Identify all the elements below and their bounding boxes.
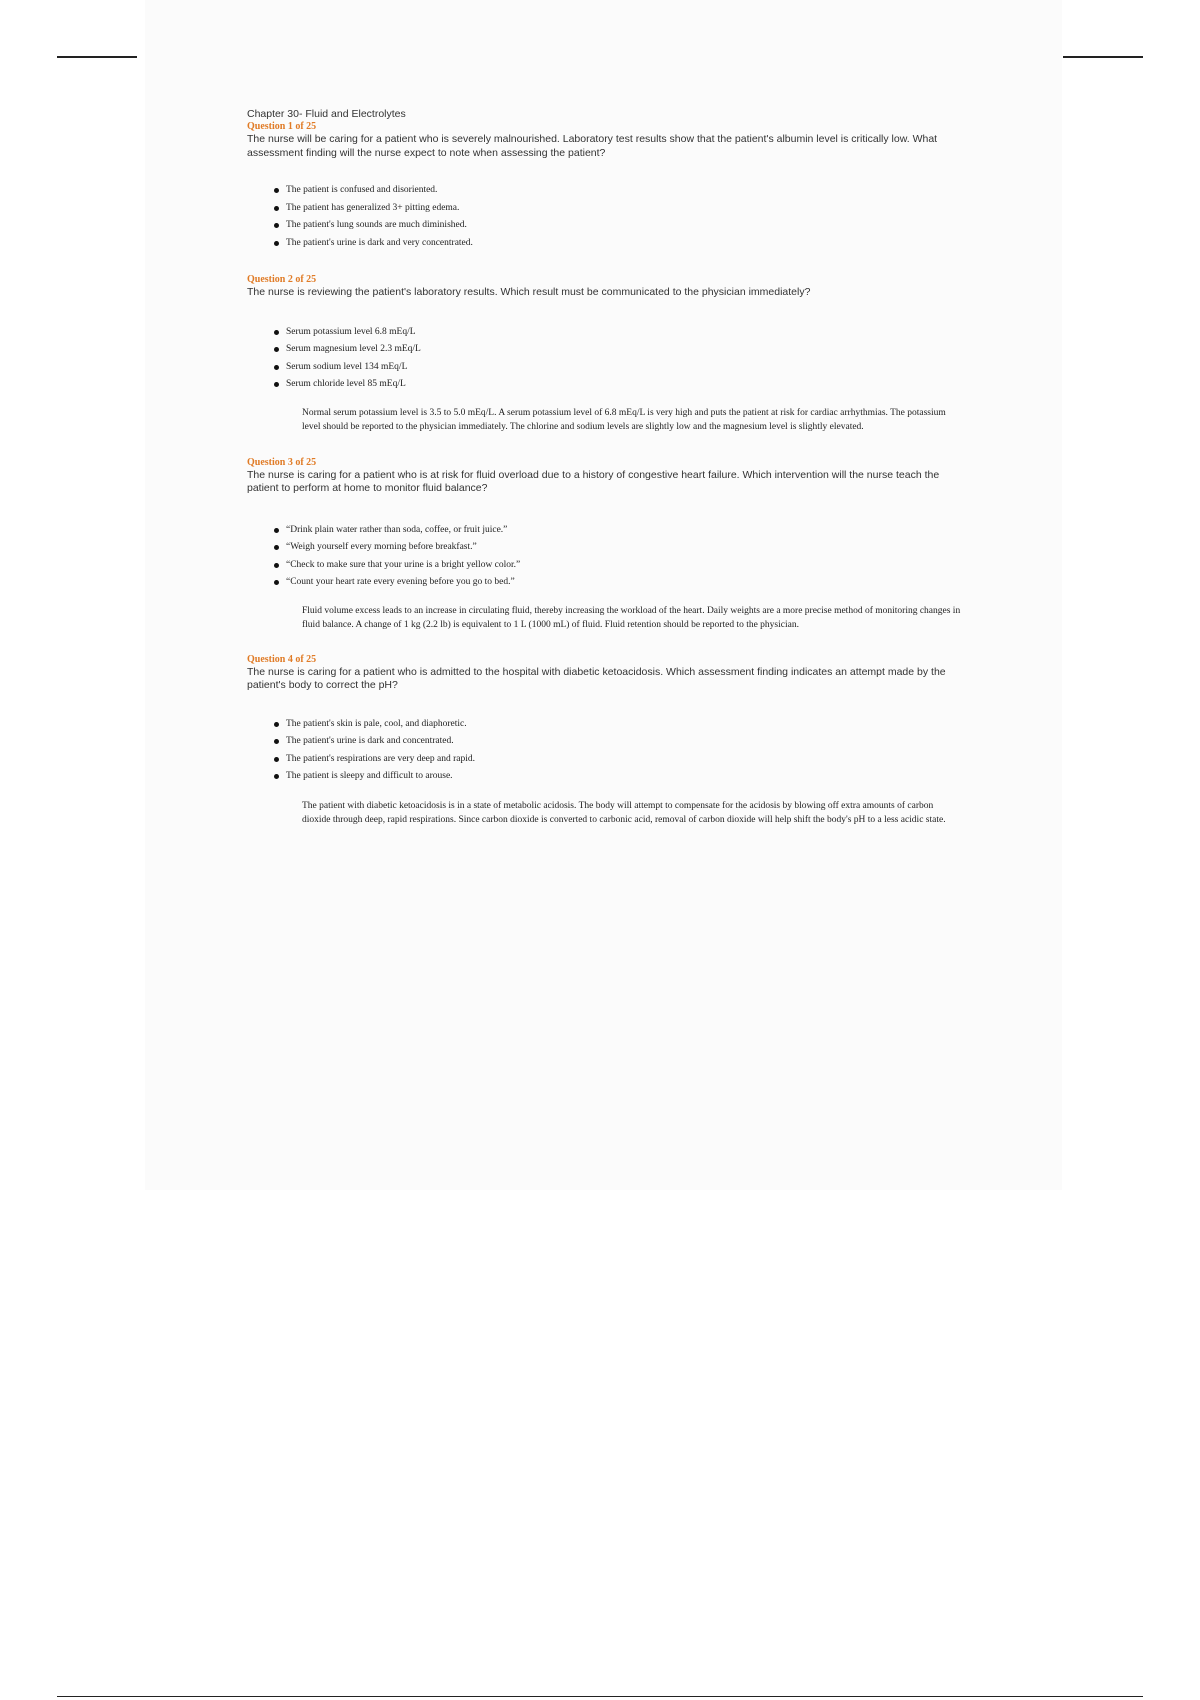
answer-option (274, 324, 957, 342)
question-3 (247, 456, 961, 633)
bullet-icon (274, 774, 279, 779)
answer-option-text: “Weigh yourself every morning before breakfast.” (286, 542, 477, 552)
bullet-icon (274, 188, 279, 193)
answer-option-text: The patient's lung sounds are much diminished. (286, 220, 467, 230)
question-heading: Question 3 of 25 (247, 456, 317, 468)
answer-option (274, 733, 957, 751)
answer-options (247, 182, 957, 252)
bullet-icon (274, 580, 279, 585)
top-left-rule (57, 56, 137, 58)
question-heading: Question 2 of 25 (247, 274, 317, 285)
question-stem: The nurse will be caring for a patient who is severely malnourished. Laboratory test results show that the patient's albumin level is critically low. What assessment finding will the nurse expect to note when assessing the patient? (247, 133, 938, 159)
answer-option (274, 341, 957, 359)
answer-option-text: Serum magnesium level 2.3 mEq/L (286, 344, 421, 354)
question-heading: Question 1 of 25 (247, 121, 317, 132)
bullet-icon (274, 241, 279, 246)
answer-option (274, 716, 957, 734)
bullet-icon (274, 223, 279, 228)
answer-option (274, 768, 957, 786)
question-stem: The nurse is caring for a patient who is admitted to the hospital with diabetic ketoacidosis. Which assessment finding indicates an attempt made by the patient's body to correct the pH? (247, 665, 946, 691)
bullet-icon (274, 206, 279, 211)
bullet-icon (274, 382, 279, 387)
question-1 (247, 121, 957, 252)
answer-option (274, 522, 957, 540)
bullet-icon (274, 347, 279, 352)
answer-option-text: Serum potassium level 6.8 mEq/L (286, 326, 416, 337)
question-stem: The nurse is caring for a patient who is at risk for fluid overload due to a history of congestive heart failure. Which intervention will the nurse teach the patient to perform at home to monitor fluid balance? (247, 468, 940, 494)
rationale-text: The patient with diabetic ketoacidosis is in a state of metabolic acidosis. The body will attempt to compensate for the acidosis by blowing off extra amounts of carbon dioxide through deep, rapid respirations. Since carbon dioxide is converted to carbonic acid, removal of carbon dioxide will help shift the body's pH to a less acidic state. (302, 800, 946, 825)
question-stem: The nurse is reviewing the patient's laboratory results. Which result must be communicated to the physician immediately? (247, 286, 811, 298)
bottom-rule (57, 1696, 1143, 1697)
answer-options (247, 324, 957, 394)
question-heading: Question 4 of 25 (247, 653, 317, 665)
answer-option (274, 376, 957, 394)
bullet-icon (274, 365, 279, 370)
top-right-rule (1063, 56, 1143, 58)
answer-option (274, 751, 957, 769)
answer-option (274, 200, 957, 218)
answer-option (274, 217, 957, 235)
rationale-text: Fluid volume excess leads to an increase in circulating fluid, thereby increasing the workload of the heart. Daily weights are a more precise method of monitoring changes in fluid balance. A change of 1 kg (2.2 lb) is equivalent to 1 L (1000 mL) of fluid. Fluid retention should be reported to the physician. (302, 605, 961, 630)
answer-option-text: Serum sodium level 134 mEq/L (286, 361, 408, 372)
bullet-icon (274, 545, 279, 550)
answer-option-text: The patient is confused and disoriented. (286, 185, 438, 195)
answer-option-text: The patient is sleepy and difficult to arouse. (286, 771, 453, 781)
answer-option (274, 539, 957, 557)
answer-option (274, 182, 957, 200)
question-4 (247, 654, 957, 828)
bullet-icon (274, 739, 279, 744)
answer-option-text: The patient's respirations are very deep and rapid. (286, 753, 475, 764)
answer-option-text: The patient's urine is dark and concentrated. (286, 736, 454, 746)
answer-options (247, 716, 957, 786)
answer-option-text: Serum chloride level 85 mEq/L (286, 379, 406, 389)
bullet-icon (274, 330, 279, 335)
answer-option-text: The patient has generalized 3+ pitting edema. (286, 202, 460, 213)
answer-option (274, 574, 957, 592)
answer-options (247, 522, 957, 592)
answer-option-text: “Check to make sure that your urine is a bright yellow color.” (286, 559, 521, 570)
chapter-title: Chapter 30- Fluid and Electrolytes (247, 108, 406, 120)
answer-option (274, 557, 957, 575)
bullet-icon (274, 563, 279, 568)
answer-option (274, 359, 957, 377)
answer-option-text: “Count your heart rate every evening before you go to bed.” (286, 577, 515, 587)
answer-option (274, 235, 957, 253)
bullet-icon (274, 722, 279, 727)
answer-option-text: “Drink plain water rather than soda, coffee, or fruit juice.” (286, 524, 508, 535)
rationale-text: Normal serum potassium level is 3.5 to 5.0 mEq/L. A serum potassium level of 6.8 mEq/L is very high and puts the patient at risk for cardiac arrhythmias. The potassium level should be reported to the physician immediately. The chlorine and sodium levels are slightly low and the magnesium level is slightly elevated. (302, 407, 946, 432)
answer-option-text: The patient's skin is pale, cool, and diaphoretic. (286, 718, 467, 729)
bullet-icon (274, 757, 279, 762)
document-content (247, 108, 961, 828)
bullet-icon (274, 528, 279, 533)
question-2 (247, 274, 957, 435)
answer-option-text: The patient's urine is dark and very concentrated. (286, 237, 473, 248)
